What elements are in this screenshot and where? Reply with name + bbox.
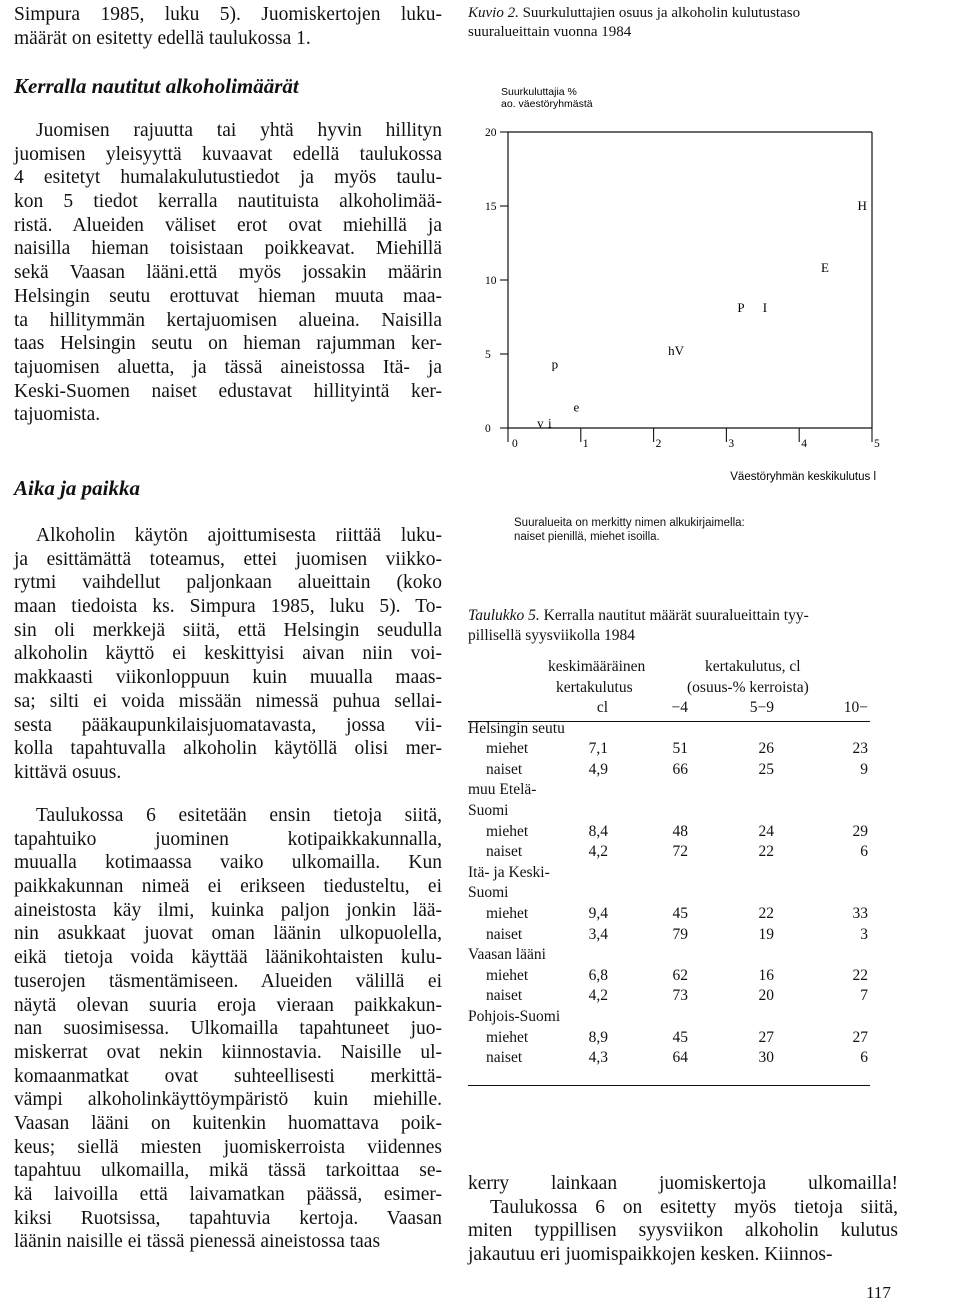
data-table <box>468 698 868 1069</box>
table-cell: 22 <box>758 904 774 922</box>
row-label: naiset <box>486 760 523 778</box>
text-line: Keski-Suomen naiset edustavat hillityintä ker- <box>14 380 442 402</box>
row-label: Itä- ja Keski- <box>468 863 550 881</box>
row-label: miehet <box>486 740 529 758</box>
figure-note-line2: naiset pienillä, miehet isoilla. <box>514 531 660 543</box>
table-cell: 6,8 <box>588 966 608 984</box>
table-cell: 4,2 <box>588 843 608 861</box>
table-cell: 22 <box>758 843 774 861</box>
table-row <box>468 904 868 925</box>
table-cell: 9 <box>860 760 868 778</box>
table-cell: 4,2 <box>588 987 608 1005</box>
table-cell: 4,3 <box>588 1049 608 1067</box>
y-axis-label-line1: Suurkuluttajia % <box>501 86 577 98</box>
table-caption <box>468 606 938 646</box>
figure-note-line1: Suuralueita on merkitty nimen alkukirjaimella: <box>514 517 745 529</box>
table-cell: 72 <box>672 843 688 861</box>
table-cell: 48 <box>672 822 688 840</box>
y-tick-label: 5 <box>485 349 491 361</box>
table-cell: 73 <box>672 987 688 1005</box>
col-head-cl: cl <box>596 699 608 716</box>
text-line: juomisen yleisyyttä kuvaavat edellä taulukossa <box>14 143 442 165</box>
table-cell: 7 <box>860 987 868 1005</box>
text-line: tapahtuiko juominen kotipaikkakunnalla, <box>14 828 442 850</box>
row-label: muu Etelä- <box>468 781 537 799</box>
table-row <box>468 986 868 1007</box>
text-line: ta hillitymmän kertajuomisen alueina. Naisilla <box>14 309 442 331</box>
table-cell: 19 <box>758 925 774 943</box>
text-line: kerry lainkaan juomiskertoja ulkomailla! <box>468 1173 898 1194</box>
text-line: nin asukkaat juovat oman läänin ulkopuolella, <box>14 923 442 945</box>
header-kertakulutus: kertakulutus <box>556 679 633 696</box>
text-line: nan suosimisessa. Ulkomailla tapahtuneet juo- <box>14 1018 442 1040</box>
table-row <box>468 1028 868 1049</box>
text-line: määrät on esitetty edellä taulukossa 1. <box>14 27 311 49</box>
table-cell: 20 <box>758 987 774 1005</box>
section-heading-kerralla: Kerralla nautitut alkoholimäärät <box>14 74 299 98</box>
scatter-figure <box>468 80 946 580</box>
paragraph-aika-ja-paikka <box>14 524 442 785</box>
col-head-10: 10− <box>843 699 868 716</box>
table-cell: 33 <box>852 904 868 922</box>
table-row <box>468 822 868 843</box>
text-line: tajuomisen aluetta, ja tässä aineistossa Itä- ja <box>14 356 442 378</box>
point-i: I <box>762 300 768 316</box>
text-line: aineistosta käy ilmi, kuinka paljon jonkin lää- <box>14 899 442 921</box>
text-line: Helsingin seutu erottuvat hieman muuta maa- <box>14 285 442 307</box>
text-line: eikä tietoja voida käyttää läänikohtaisten kulu- <box>14 947 442 969</box>
table-group-row <box>468 780 868 801</box>
point-hv: hV <box>668 343 685 359</box>
table-rule <box>468 721 870 722</box>
row-label: miehet <box>486 904 529 922</box>
point-h: H <box>857 198 867 213</box>
page-number: 117 <box>866 1283 891 1302</box>
x-tick-label: 4 <box>801 438 807 450</box>
figure-caption <box>468 4 938 42</box>
table-group-row <box>468 801 868 822</box>
y-axis-label-line2: ao. väestöryhmästä <box>501 98 593 110</box>
text-line: tuserojen täsmentämiseen. Alueiden välillä ei <box>14 970 442 992</box>
text-line: kolla tapahtuvalla alkoholin käytöllä olisi mer- <box>14 738 442 760</box>
table-cell: 8,4 <box>588 822 608 840</box>
text-line: ristä. Alueiden väliset erot ovat miehillä ja <box>14 214 442 236</box>
text-line: muualla kotimaassa vaiko ulkomailla. Kun <box>14 852 442 874</box>
text-line: tajuomista. <box>14 404 101 426</box>
table-cell: 6 <box>860 843 868 861</box>
intro-lines <box>14 3 442 50</box>
text-line: sin oli merkkejä siitä, että Helsingin seudulla <box>14 619 442 641</box>
table-cell: 4,9 <box>588 760 608 778</box>
text-line: ja esittämättä toteamus, ettei juomisen viikko- <box>14 548 442 570</box>
text-line: Simpura 1985, luku 5). Juomiskertojen luku- <box>14 4 442 25</box>
table-cell: 45 <box>672 904 688 922</box>
table-group-row <box>468 883 868 904</box>
figure-caption-line1: Suurkuluttajien osuus ja alkoholin kulutustaso <box>522 5 801 21</box>
text-line: Vaasan lääni on kuitenkin huomattava poik- <box>14 1112 442 1134</box>
table-cell: 51 <box>672 740 688 758</box>
col-head-5-9: 5−9 <box>749 699 774 716</box>
table-cell: 16 <box>758 966 774 984</box>
table-cell: 29 <box>852 822 868 840</box>
text-line: sa; silti ei voida missään nimessä puhua sellai- <box>14 690 442 712</box>
header-osuus: (osuus-% kerroista) <box>687 679 809 696</box>
scatter-points <box>537 198 867 431</box>
table-cell: 6 <box>860 1049 868 1067</box>
text-line: keus; siellä miesten juomiskerroista viidennes <box>14 1136 442 1158</box>
table-cell: 45 <box>672 1028 688 1046</box>
text-line: tapahtuu ulkomailla, mikä tässä tarkoittaa se- <box>14 1160 442 1182</box>
table-cell: 27 <box>758 1028 774 1046</box>
table-group-row <box>468 945 868 966</box>
table-head-row <box>468 698 868 719</box>
text-line: kittävä osuus. <box>14 761 122 783</box>
table-cell: 7,1 <box>588 740 608 758</box>
text-line: Taulukossa 6 esitetään ensin tietoja siitä, <box>36 805 442 826</box>
table-row <box>468 925 868 946</box>
table-row <box>468 739 868 760</box>
y-tick-label: 0 <box>485 423 491 435</box>
x-tick-label: 5 <box>874 438 880 450</box>
row-label: miehet <box>486 966 529 984</box>
table-cell: 66 <box>672 760 688 778</box>
row-label: Helsingin seutu <box>468 719 565 737</box>
text-line: läänin naisille ei tässä pienessä aineistossa taas <box>14 1231 381 1253</box>
row-label: naiset <box>486 843 523 861</box>
x-tick-label: 2 <box>655 438 662 450</box>
row-label: naiset <box>486 925 523 943</box>
axis-ticks <box>485 127 880 450</box>
figure-caption-line2: suuralueittain vuonna 1984 <box>468 24 632 40</box>
text-line: alkoholin käyttö ei keskittyisi aivan niin voi- <box>14 643 442 665</box>
row-label: Suomi <box>468 801 509 819</box>
table-row <box>468 966 868 987</box>
table-caption-line2: pillisellä syysviikolla 1984 <box>468 627 636 644</box>
point-v: v <box>537 415 544 431</box>
table-cell: 30 <box>758 1049 774 1067</box>
table-caption-label: Taulukko 5. <box>468 607 540 624</box>
point-e: e <box>573 399 580 415</box>
table-row <box>468 1048 868 1069</box>
point-e: E <box>821 260 829 276</box>
text-line: 4 esitetyt humalakulutustiedot ja myös taulu- <box>14 167 442 189</box>
right-bottom-text <box>468 1172 898 1267</box>
figure-note <box>514 516 745 544</box>
header-keskimaarainen: keskimääräinen <box>548 658 646 675</box>
paragraph-taulukossa-6 <box>14 804 442 1254</box>
table-cell: 3,4 <box>588 925 608 943</box>
table-cell: 8,9 <box>588 1028 608 1046</box>
table-cell: 24 <box>758 822 774 840</box>
col-head-4: −4 <box>671 699 688 716</box>
table-caption-line1: Kerralla nautitut määrät suuralueittain tyy- <box>543 607 809 624</box>
point-p: p <box>551 356 559 372</box>
table-cell: 79 <box>672 925 688 943</box>
table-group-row <box>468 1007 868 1028</box>
table-cell: 26 <box>758 740 774 758</box>
text-line: makkaasti viikonloppuun kuin muualla maas- <box>14 667 442 689</box>
figure-caption-label: Kuvio 2. <box>468 5 519 21</box>
table-row <box>468 842 868 863</box>
text-line: kiksi Ruotsissa, tapahtuvia kertoja. Vaasan <box>14 1207 442 1229</box>
x-tick-label: 3 <box>728 438 735 450</box>
row-label: Vaasan lääni <box>468 946 546 964</box>
table-cell: 27 <box>852 1028 868 1046</box>
table-group-row <box>468 863 868 884</box>
table-cell: 23 <box>852 740 868 758</box>
table-row <box>468 760 868 781</box>
text-line: maan tiedoista ks. Simpura 1985, luku 5). To- <box>14 596 442 618</box>
paragraph-kerralla <box>14 119 442 427</box>
table-cell: 25 <box>758 760 774 778</box>
y-tick-label: 20 <box>485 127 497 139</box>
text-line: naisilla hieman toisistaan poikkeavat. Miehillä <box>14 238 442 260</box>
text-line: kä laivoilla että laivamatkan päässä, esimer- <box>14 1184 442 1205</box>
text-line: miten typpillisen syysviikon alkoholin kulutus <box>468 1220 898 1242</box>
x-tick-label: 1 <box>582 438 589 450</box>
text-line: vämpi alkoholinkäyttöympäristö kuin miehille. <box>14 1089 442 1111</box>
text-line: jakautuu eri juomispaikkojen kesken. Kiinnos- <box>468 1244 833 1266</box>
row-label: naiset <box>486 987 523 1005</box>
text-line: sesta pääkaupunkilaisjuomatavasta, jossa vii- <box>14 714 442 736</box>
text-line: paikkakunnan nimeä ei erikseen tiedusteltu, ei <box>14 876 442 898</box>
text-line: rytmi vaihdellut paljonkaan alueittain (koko <box>14 572 442 594</box>
row-label: naiset <box>486 1049 523 1067</box>
text-line: taas Helsingin seutu on hieman rajumman ker- <box>14 333 442 355</box>
x-axis-label: Väestöryhmän keskikulutus l <box>730 471 876 483</box>
section-heading-aika-ja-paikka: Aika ja paikka <box>14 476 141 500</box>
row-label: miehet <box>486 1028 529 1046</box>
text-line: Alkoholin käytön ajoittumisesta riittää luku- <box>36 525 442 546</box>
text-line: komaanmatkat ovat suhteellisesti merkittä- <box>14 1065 442 1087</box>
text-line: näytä olevan suuria eroja vieraan paikkakun- <box>14 994 442 1016</box>
y-tick-label: 10 <box>485 275 497 287</box>
row-label: Suomi <box>468 884 509 902</box>
row-label: Pohjois-Suomi <box>468 1007 561 1025</box>
point-i: i <box>548 415 552 431</box>
point-p: P <box>737 300 745 316</box>
y-tick-label: 15 <box>485 201 497 213</box>
table-cell: 3 <box>860 925 868 943</box>
table-cell: 64 <box>672 1049 688 1067</box>
table-cell: 9,4 <box>588 904 608 922</box>
row-label: miehet <box>486 822 529 840</box>
text-line: Juomisen rajuutta tai yhtä hyvin hillityn <box>36 120 442 141</box>
text-line: miskerrat ovat nekin kiinnostavia. Naisille ul- <box>14 1041 442 1063</box>
table-bottom-rule <box>468 1085 870 1086</box>
table-cell: 62 <box>672 966 688 984</box>
x-tick-label: 0 <box>512 438 518 450</box>
table-cell: 22 <box>852 966 868 984</box>
table-header <box>468 656 888 698</box>
text-line: Taulukossa 6 on esitetty myös tietoja siitä, <box>490 1196 898 1218</box>
text-line: kon 5 tiedot kerralla nautituista alkoholimää- <box>14 191 442 213</box>
header-kertakulutus-cl: kertakulutus, cl <box>705 658 801 675</box>
text-line: sekä Vaasan lääni.että myös jossakin määrin <box>14 262 442 284</box>
